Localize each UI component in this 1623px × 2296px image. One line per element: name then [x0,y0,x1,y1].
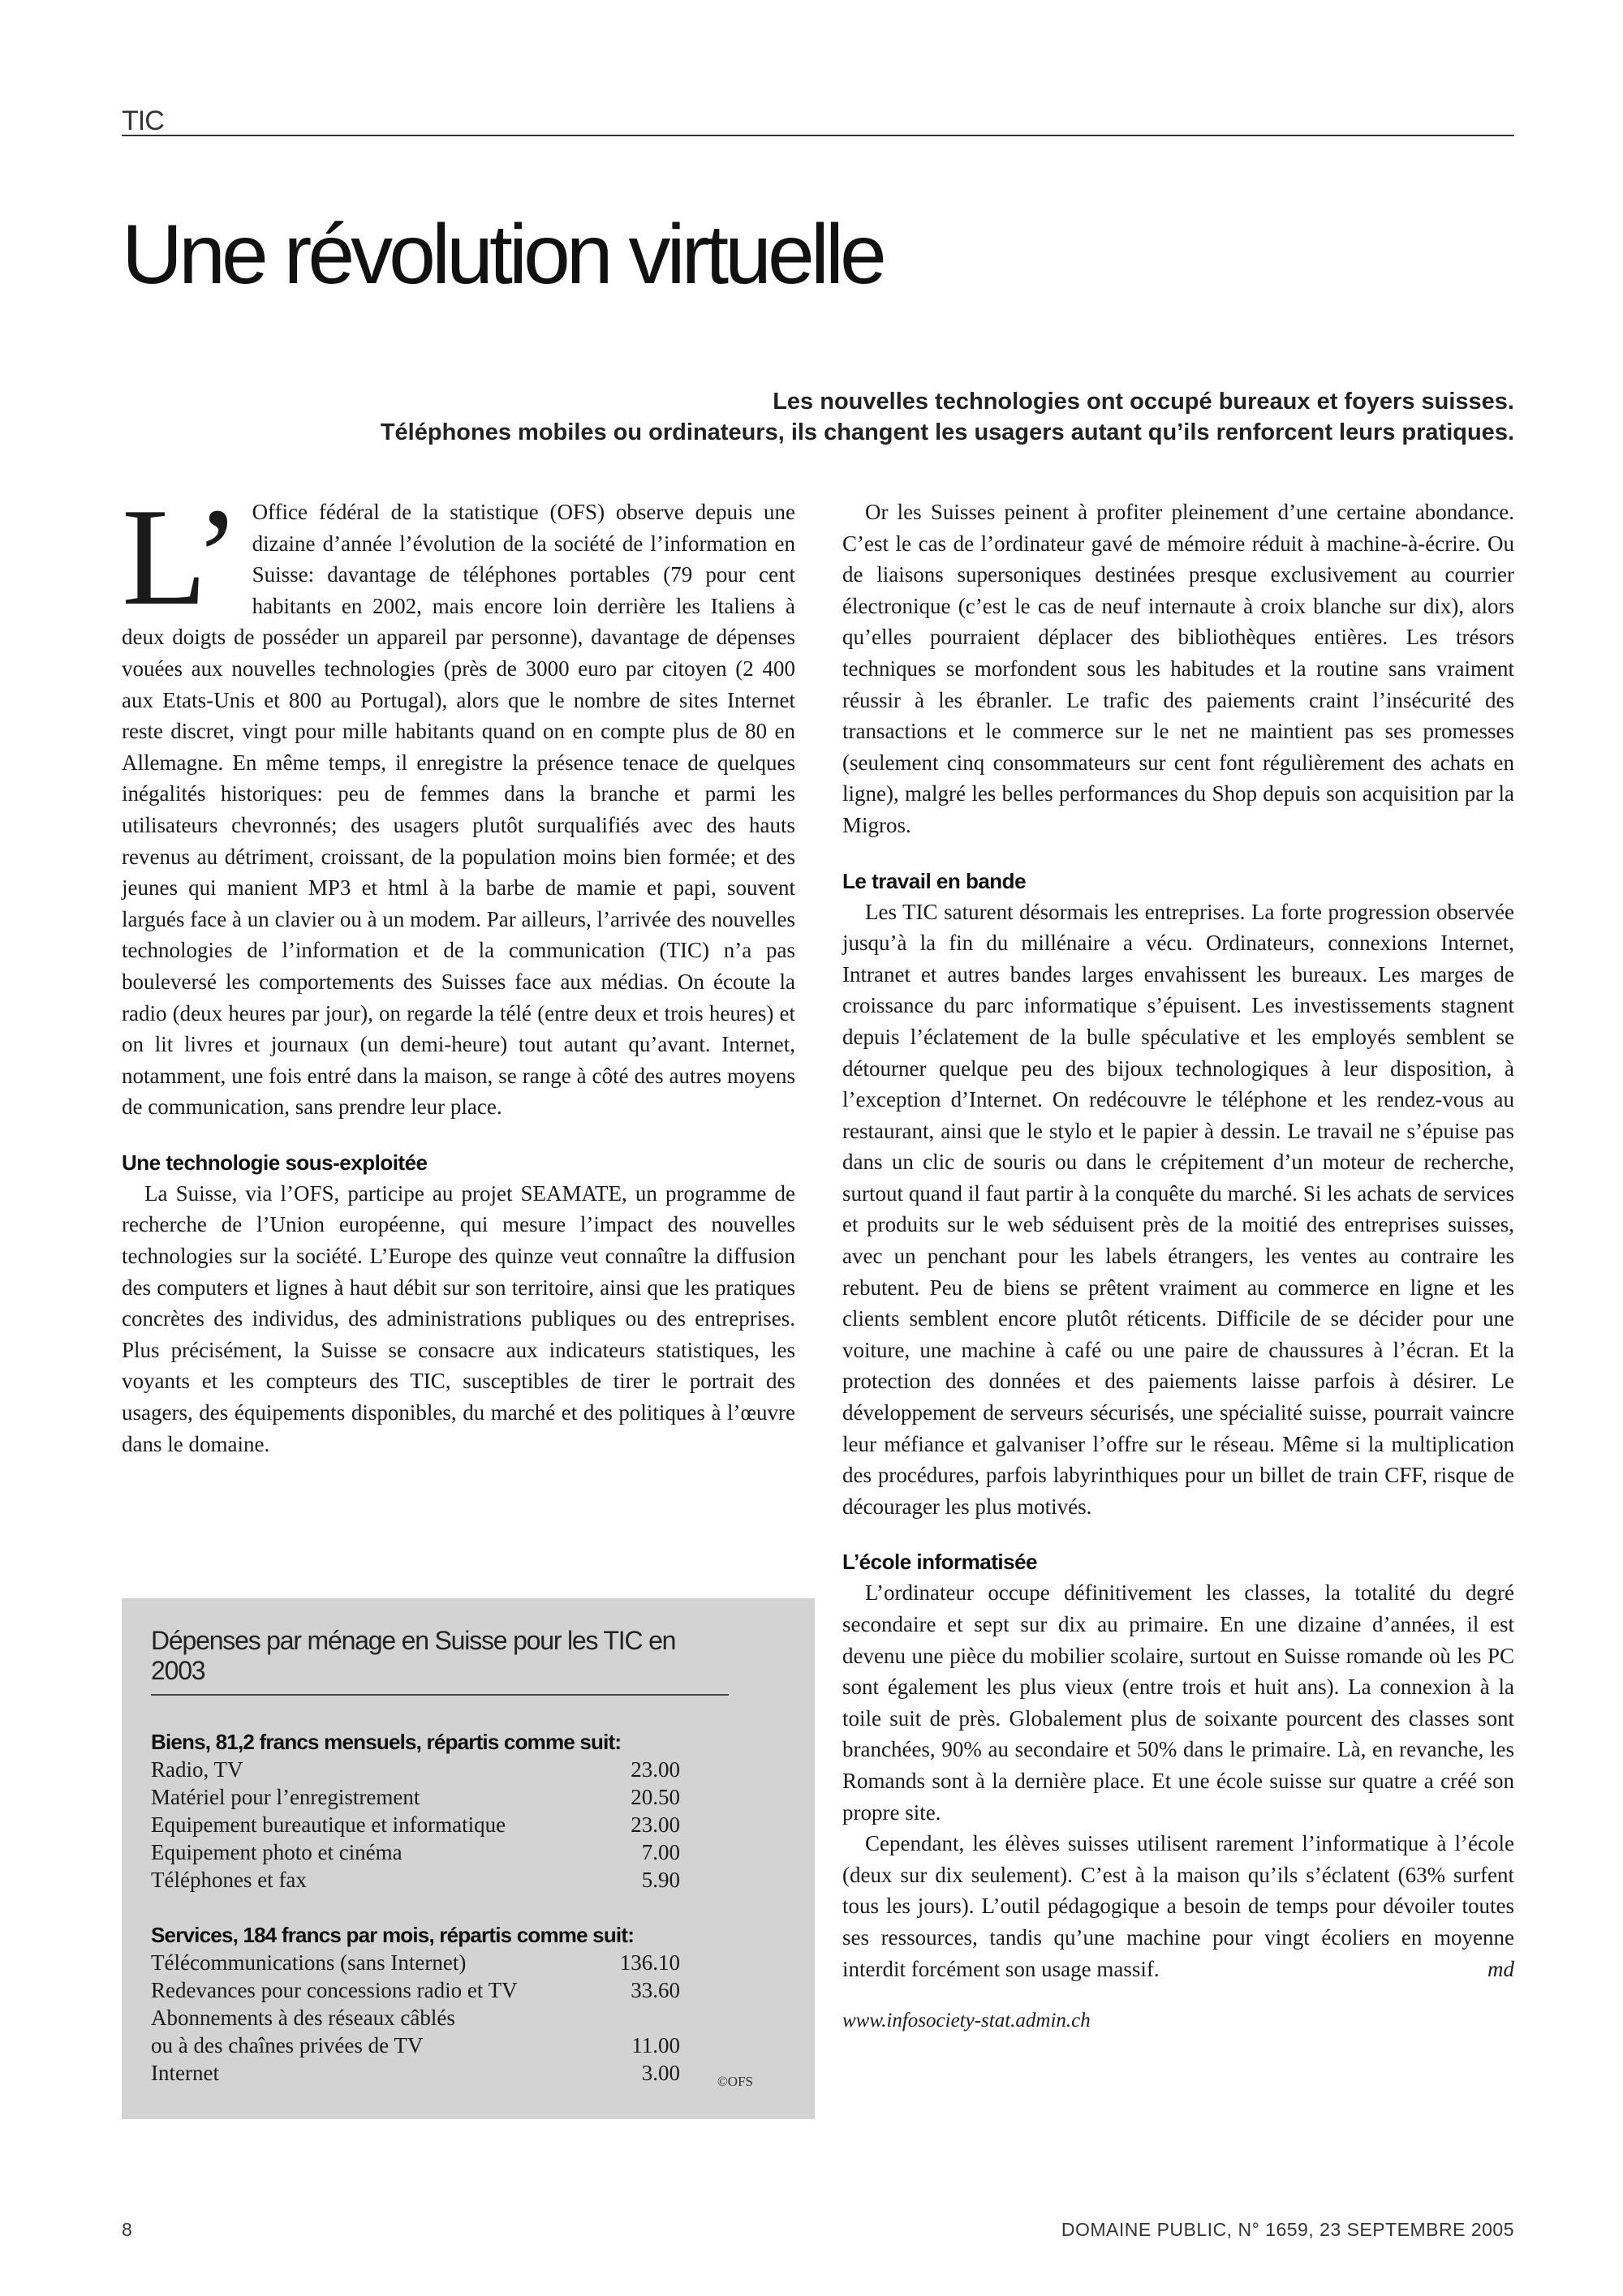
section1-paragraph: La Suisse, via l’OFS, participe au projet SEAMATE, un programme de recherche de l’Union européenne, qui mesure l’impact des nouvelles technologies sur la société. L’Europe des quinze veut connaître la diffusion des computers et lignes à haut débit sur son territoire, ainsi que les pratiques concrètes des individus, des administrations publiques ou des entreprises. Plus précisément, la Suisse se consacre aux indicateurs statistiques, les voyants et les compteurs des TIC, susceptibles de tirer le portrait des usagers, des équipements disponibles, du marché et des politiques à l’œuvre dans le domaine. [122,1180,795,1456]
lede-line-2: Téléphones mobiles ou ordinateurs, ils changent les usagers autant qu’ils renforcent leurs pratiques. [380,419,1514,445]
box-title: Dépenses par ménage en Suisse pour les TIC en 2003 [151,1626,729,1696]
header-rule [122,135,1514,136]
publication-info: DOMAINE PUBLIC, N° 1659, 23 SEPTEMBRE 2005 [1061,2219,1514,2240]
section3-paragraph-2-text: Cependant, les élèves suisses utilisent rarement l’informatique à l’école (deux sur dix seulement). C’est à la maison qu’ils s’éclatent (63% surfent tous les jours). L’outil pédagogique a besoin de temps pour dévoiler toutes ses ressources, tandis qu’une machine pour vingt écoliers en moyenne interdit forcément son usage massif. [842,1831,1514,1981]
expenses-box [122,1598,815,2119]
section3-paragraph-1: L’ordinateur occupe définitivement les classes, la totalité du degré secondaire et sept sur dix au primaire. En une dizaine d’années, il est devenu une pièce du mobilier scolaire, surtout en Suisse romande où les PC sont également les plus vieux (entre trois et huit ans). La connexion à la toile suit de près. Globalement plus de soixante pourcent des classes sont branchées, 90% au secondaire et 50% dans le primaire. Là, en revanche, les Romands sont à la dernière place. Et une école suisse sur quatre a créé son propre site. [842,1580,1514,1825]
table-row [151,2032,680,2059]
services-heading: Services, 184 francs par mois, répartis comme suit: [151,1923,635,1947]
row-label: Téléphones et fax [151,1868,307,1892]
intro-text: Office fédéral de la statistique (OFS) observe depuis une dizaine d’année l’évolution de la société de l’information en Suisse: davantage de téléphones portables (79 pour cent habitants en 2002, mais encore loin derrière les Italiens à deux doigts de posséder un appareil par personne), davantage de dépenses vouées aux nouvelles technologies (près de 3000 euro par citoyen (2 400 aux Etats-Unis et 800 au Portugal), alors que le nombre de sites Internet reste discret, vingt pour mille habitants quand on en compte plus de 80 en Allemagne. En même temps, il enregistre la présence tenace de quelques inégalités historiques: peu de femmes dans la branche et parmi les utilisateurs chevronnés; des usagers plutôt surqualifiés avec des hauts revenus au détriment, croissant, de la population moins bien formée; et des jeunes qui manient MP3 et html à la barbe de mamie et papi, souvent largués face à un clavier ou à un modem. Par ailleurs, l’arrivée des nouvelles technologies de l’information et de la communication (TIC) n’a pas bouleversé les comportements des Suisses face aux médias. On écoute la radio (deux heures par jour), on regarde la télé (entre deux et trois heures) et on lit livres et journaux (un demi-heure) tout autant qu’avant. Internet, notamment, une fois entré dans la maison, se range à côté des autres moyens de communication, sans prendre leur place. [122,500,795,1120]
left-column [122,480,795,1460]
section3-paragraph-2 [842,1828,1514,1984]
table-row [151,1976,680,2004]
row-value: 23.00 [631,1757,680,1782]
lede [86,386,1514,448]
row-value: 136.10 [619,1950,680,1975]
row-label: Equipement photo et cinéma [151,1840,403,1864]
row-label: Télécommunications (sans Internet) [151,1950,467,1975]
services-section [151,1921,680,2087]
author-signature: md [1487,1956,1514,1981]
page-number: 8 [122,2219,132,2240]
section-heading-3: L’école informatisée [842,1550,1037,1575]
goods-section [151,1728,680,1894]
row-value: 33.60 [631,1978,680,2002]
row-value: 11.00 [631,2033,680,2057]
right-column [842,497,1514,2037]
row-value: 3.00 [641,2061,680,2085]
box-credit: ©OFS [717,2074,753,2089]
right-intro-paragraph: Or les Suisses peinent à profiter pleinement d’une certaine abondance. C’est le cas de l’ordinateur gavé de mémoire réduit à machine-à-écrire. Ou de liaisons supersoniques destinées presque exclusivement au courrier électronique (c’est le cas de neuf internaute à croix blanche sur dix), alors qu’elles pourraient déplacer des bibliothèques entières. Les trésors techniques se morfondent sous les habitudes et la routine sans vraiment réussir à les ébranler. Le trafic des paiements craint l’insécurité des transactions et le commerce sur le net ne maintient pas ses promesses (seulement cinq consommateurs sur cent font régulièrement des achats en ligne), malgré les belles performances du Shop depuis son acquisition par la Migros. [842,500,1514,837]
table-row [151,1756,680,1783]
row-value: 7.00 [641,1840,680,1864]
goods-heading: Biens, 81,2 francs mensuels, répartis comme suit: [151,1730,622,1754]
row-value: 20.50 [631,1785,680,1809]
table-row [151,1811,680,1838]
row-label: Abonnements à des réseaux câblés [151,2006,455,2030]
row-label: Redevances pour concessions radio et TV [151,1978,518,2002]
table-row [151,2059,680,2087]
row-label: Internet [151,2061,219,2085]
lede-line-1: Les nouvelles technologies ont occupé bureaux et foyers suisses. [773,389,1514,415]
section-heading-1: Une technologie sous-exploitée [122,1150,428,1175]
row-value: 5.90 [641,1868,680,1892]
intro-paragraph [122,480,795,1123]
table-row [151,1949,680,1976]
source-url[interactable]: www.infosociety-stat.admin.ch [842,2010,1091,2032]
table-row [151,1783,680,1811]
article-title: Une révolution virtuelle [122,208,883,302]
row-label: Equipement bureautique et informatique [151,1812,506,1837]
table-row [151,2004,680,2032]
section-tag: TIC [122,105,164,136]
row-value: 23.00 [631,1812,680,1837]
drop-cap: L’ [122,480,241,634]
row-label: ou à des chaînes privées de TV [151,2033,424,2057]
section-heading-2: Le travail en bande [842,868,1027,893]
row-label: Radio, TV [151,1757,243,1782]
table-row [151,1866,680,1894]
section2-paragraph: Les TIC saturent désormais les entreprises. La forte progression observée jusqu’à la fin du millénaire a vécu. Ordinateurs, connexions Internet, Intranet et autres bandes larges envahissent les bureaux. Les marges de croissance du parc informatique s’épuisent. Les investissements stagnent depuis l’éclatement de la bulle spéculative et les employés semblent se détourner quelque peu des bijoux technologiques à leur disposition, à l’exception d’Internet. On redécouvre le téléphone et les rendez-vous au restaurant, ainsi que le stylo et le papier à dessin. Le travail ne s’épuise pas dans un clic de souris ou dans le crépitement d’un moteur de recherche, surtout quand il faut partir à la conquête du marché. Si les achats de services et produits sur le web séduisent près de la moitié des entreprises suisses, avec un penchant pour les labels étrangers, les ventes au contraire les rebutent. Peu de biens se prêtent vraiment au commerce en ligne et les clients semblent encore plutôt réticents. Difficile de se décider pour une voiture, une machine à café ou une paire de chaussures à l’écran. Et la protection des données et des paiements laisse parfois à désirer. Le développement de serveurs sécurisés, une spécialité suisse, pourrait vaincre leur méfiance et galvaniser l’offre sur le réseau. Même si la multiplication des procédures, parfois labyrinthiques pour un billet de train CFF, risque de décourager les plus motivés. [842,899,1514,1519]
table-row [151,1838,680,1866]
row-label: Matériel pour l’enregistrement [151,1785,420,1809]
